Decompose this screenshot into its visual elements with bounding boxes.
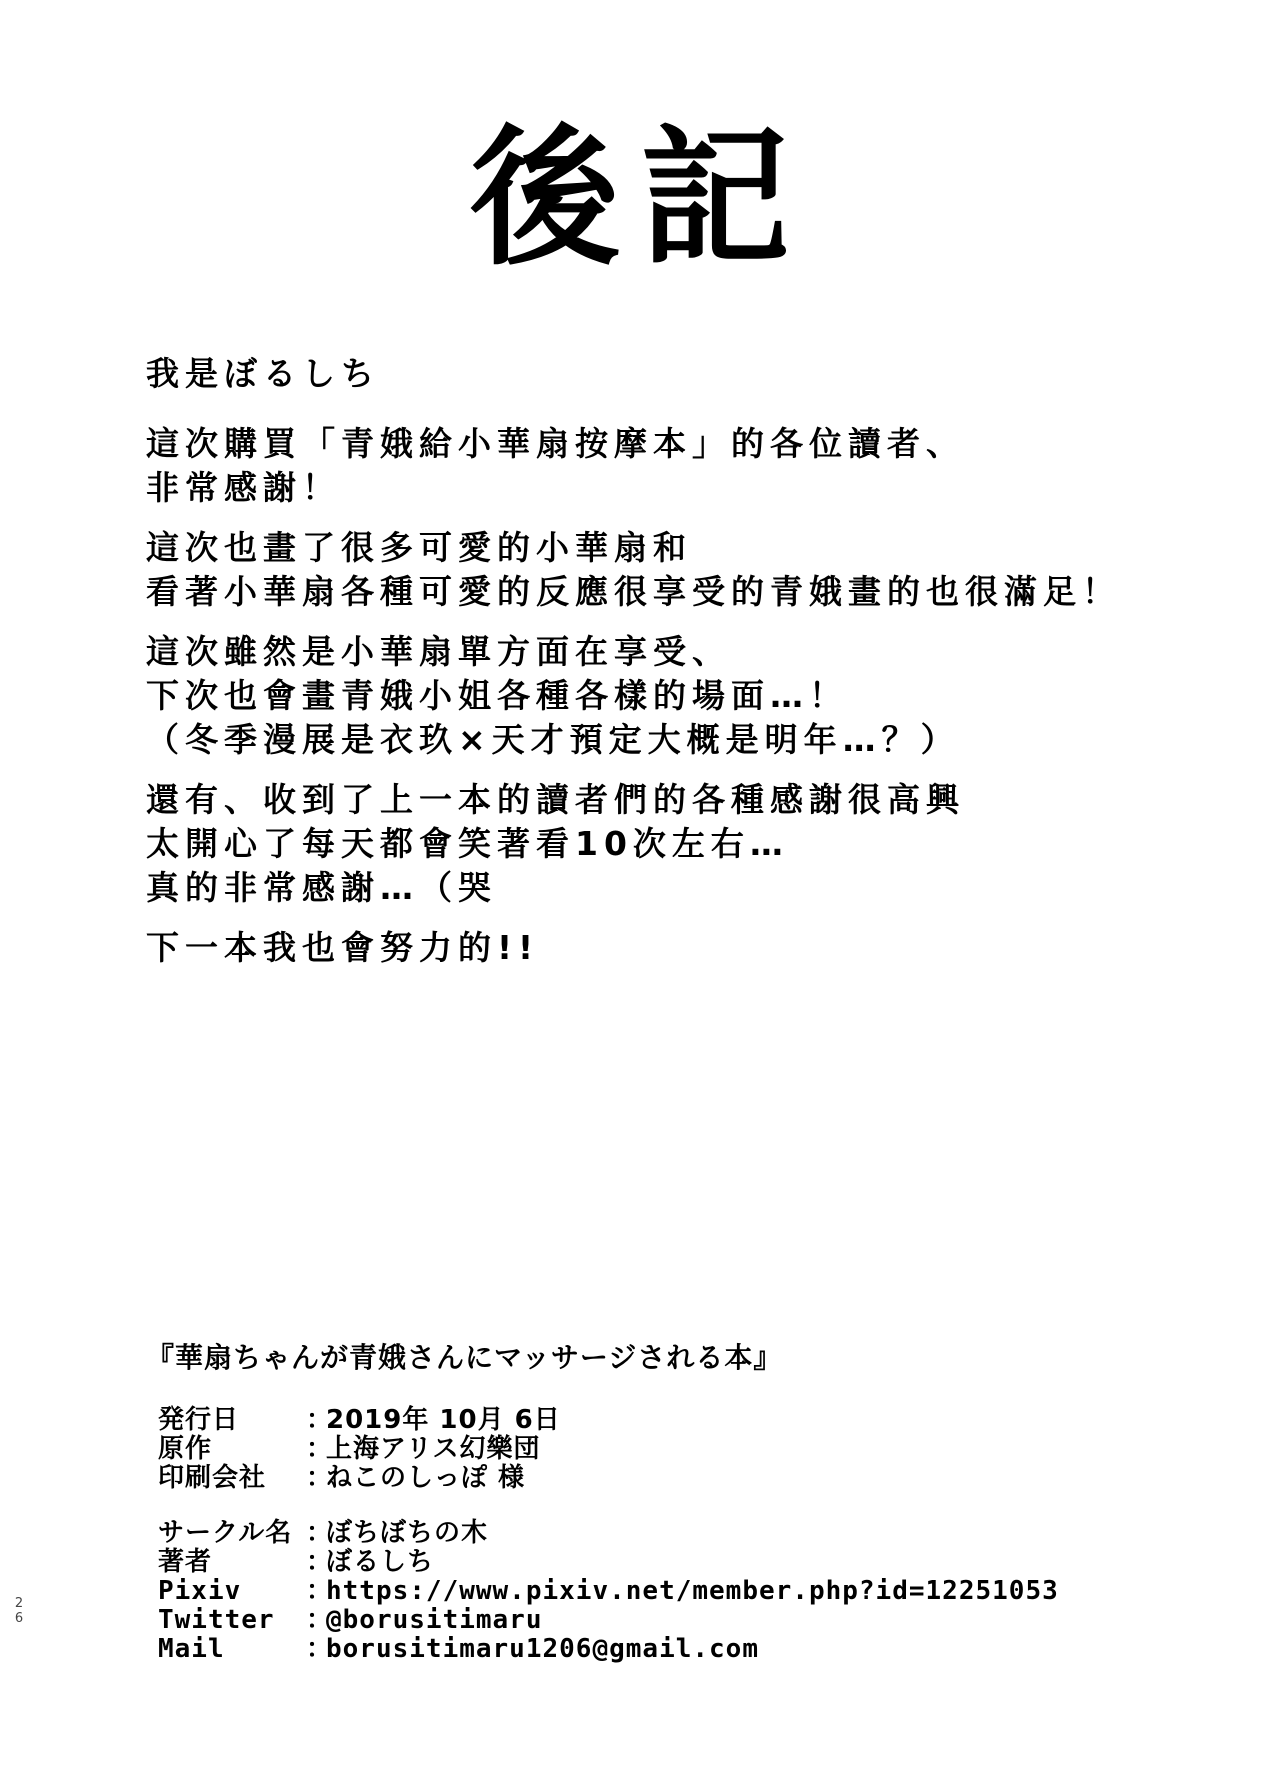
meta-value: ぼちぼちの木	[326, 1518, 489, 1548]
text-line: 我是ぼるしち	[146, 354, 380, 393]
text-line: 下一本我也會努力的!!	[146, 928, 540, 967]
text-line: 這次雖然是小華扇單方面在享受、	[146, 632, 731, 671]
text-line: 太開心了每天都會笑著看10次左右…	[146, 824, 789, 863]
colophon	[146, 1338, 1146, 1664]
meta-separator: ：	[306, 1634, 333, 1664]
meta-value: ねこのしっぽ 様	[326, 1463, 526, 1493]
meta-separator: ：	[306, 1605, 333, 1635]
meta-row-original-work	[146, 1435, 1146, 1464]
email-address: borusitimaru1206@gmail.com	[326, 1634, 759, 1664]
text-line: 下次也會畫青娥小姐各種各樣的場面…！	[146, 676, 848, 715]
text-line: 這次購買「青娥給小華扇按摩本」的各位讀者、	[146, 424, 965, 463]
meta-key: Twitter	[158, 1605, 275, 1635]
meta-key: 印刷会社	[158, 1463, 267, 1493]
paragraph-thanks	[146, 422, 1146, 510]
paragraph-next	[146, 630, 1146, 762]
meta-row-pixiv	[146, 1577, 1146, 1606]
meta-value: 2019年 10月 6日	[326, 1405, 561, 1435]
twitter-handle: @borusitimaru	[326, 1605, 543, 1635]
meta-separator: ：	[306, 1518, 333, 1548]
meta-key: 原作	[158, 1434, 213, 1464]
meta-row-mail	[146, 1635, 1146, 1664]
meta-key: サークル名	[158, 1518, 293, 1548]
afterword-body	[146, 352, 1146, 986]
meta-separator: ：	[306, 1576, 333, 1606]
meta-key: Pixiv	[158, 1576, 242, 1606]
meta-separator: ：	[306, 1547, 333, 1577]
book-title: 『華扇ちゃんが青娥さんにマッサージされる本』	[146, 1341, 783, 1374]
meta-separator: ：	[306, 1434, 333, 1464]
meta-key: Mail	[158, 1634, 225, 1664]
meta-value: 上海アリス幻樂団	[326, 1434, 541, 1464]
paragraph-intro	[146, 352, 1146, 396]
meta-separator: ：	[306, 1463, 333, 1493]
text-line: （冬季漫展是衣玖×天才預定大概是明年…？）	[146, 720, 960, 759]
section-gap	[146, 1493, 1146, 1519]
meta-row-twitter	[146, 1606, 1146, 1635]
meta-separator: ：	[306, 1405, 333, 1435]
afterword-title: 後記	[469, 110, 810, 286]
paragraph-feedback	[146, 778, 1146, 910]
text-line: 看著小華扇各種可愛的反應很享受的青娥畫的也很滿足！	[146, 572, 1121, 611]
text-line: 真的非常感謝…（哭	[146, 868, 497, 907]
meta-row-publish-date	[146, 1406, 1146, 1435]
paragraph-content	[146, 526, 1146, 614]
text-line: 還有、收到了上一本的讀者們的各種感謝很高興	[146, 780, 965, 819]
text-line: 非常感謝！	[146, 468, 341, 507]
meta-key: 発行日	[158, 1405, 240, 1435]
meta-row-circle-name	[146, 1519, 1146, 1548]
meta-key: 著者	[158, 1547, 213, 1577]
paragraph-closing	[146, 926, 1146, 970]
pixiv-link: https://www.pixiv.net/member.php?id=12251053	[326, 1576, 1059, 1606]
page-number: 26	[14, 1596, 24, 1626]
text-line: 這次也畫了很多可愛的小華扇和	[146, 528, 692, 567]
meta-row-printer	[146, 1464, 1146, 1493]
meta-row-author	[146, 1548, 1146, 1577]
meta-value: ぼるしち	[326, 1547, 435, 1577]
